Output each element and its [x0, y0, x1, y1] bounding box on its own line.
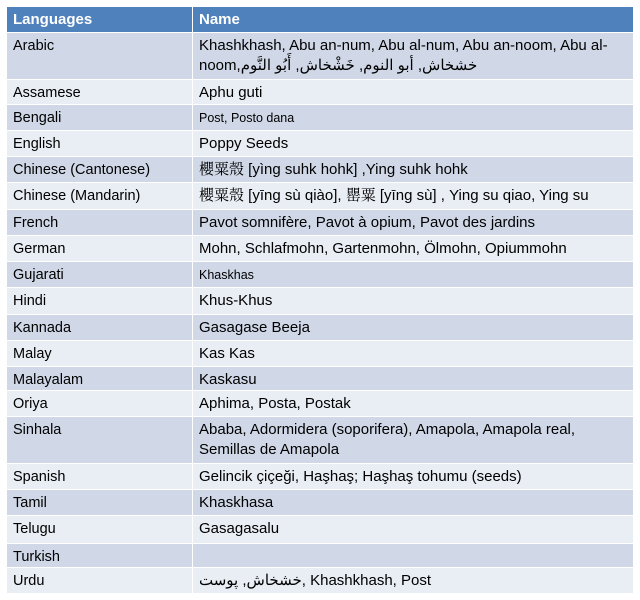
name-cell: Poppy Seeds: [193, 131, 634, 157]
table-row: [7, 516, 634, 544]
name-cell: Gasagase Beeja: [193, 315, 634, 341]
name-cell: Khashkhash, Abu an-num, Abu al-num, Abu an-noom, Abu al-noom,خشخاش, أبو النوم, خَشْخاش, أَبُو النَّوم: [193, 33, 634, 80]
name-cell: Khaskhas: [193, 262, 634, 288]
language-cell: Kannada: [7, 315, 193, 341]
name-cell: Aphima, Posta, Postak: [193, 391, 634, 417]
table-row: [7, 131, 634, 157]
table-row: [7, 367, 634, 391]
language-cell: German: [7, 236, 193, 262]
languages-table: [6, 6, 634, 594]
table-row: [7, 490, 634, 516]
language-cell: Sinhala: [7, 417, 193, 464]
table-row: [7, 391, 634, 417]
name-cell: Pavot somnifère, Pavot à opium, Pavot des jardins: [193, 210, 634, 236]
header-name: Name: [193, 7, 634, 33]
name-cell: Post, Posto dana: [193, 105, 634, 131]
table-row: [7, 341, 634, 367]
table-row: [7, 80, 634, 105]
table-row: [7, 464, 634, 490]
name-cell: Mohn, Schlafmohn, Gartenmohn, Ölmohn, Opiummohn: [193, 236, 634, 262]
name-cell: Aphu guti: [193, 80, 634, 105]
name-cell: 櫻粟殼 [yīng sù qiào], 罌粟 [yīng sù] , Ying su qiao, Ying su: [193, 183, 634, 210]
name-cell: Kas Kas: [193, 341, 634, 367]
table-row: [7, 210, 634, 236]
language-cell: Spanish: [7, 464, 193, 490]
name-cell: Gelincik çiçeği, Haşhaş; Haşhaş tohumu (seeds): [193, 464, 634, 490]
name-cell: Ababa, Adormidera (soporifera), Amapola, Amapola real, Semillas de Amapola: [193, 417, 634, 464]
language-cell: Oriya: [7, 391, 193, 417]
language-cell: Assamese: [7, 80, 193, 105]
table-row: [7, 157, 634, 183]
language-cell: Urdu: [7, 568, 193, 594]
table-header-row: [7, 7, 634, 33]
table-row: [7, 105, 634, 131]
header-languages: Languages: [7, 7, 193, 33]
table-row: [7, 262, 634, 288]
table-row: [7, 288, 634, 315]
language-cell: English: [7, 131, 193, 157]
language-cell: French: [7, 210, 193, 236]
name-cell: Khus-Khus: [193, 288, 634, 315]
language-cell: Malay: [7, 341, 193, 367]
language-cell: Telugu: [7, 516, 193, 544]
language-cell: Turkish: [7, 544, 193, 568]
language-cell: Malayalam: [7, 367, 193, 391]
name-cell: Kaskasu: [193, 367, 634, 391]
language-cell: Chinese (Cantonese): [7, 157, 193, 183]
table-row: [7, 544, 634, 568]
language-cell: Bengali: [7, 105, 193, 131]
table-row: [7, 236, 634, 262]
name-cell: 櫻粟殼 [yìng suhk hohk] ,Ying suhk hohk: [193, 157, 634, 183]
language-cell: Gujarati: [7, 262, 193, 288]
language-cell: Hindi: [7, 288, 193, 315]
name-cell: [193, 544, 634, 568]
table-row: [7, 33, 634, 80]
table-row: [7, 183, 634, 210]
name-cell: Khaskhasa: [193, 490, 634, 516]
language-cell: Chinese (Mandarin): [7, 183, 193, 210]
name-cell: Gasagasalu: [193, 516, 634, 544]
table-row: [7, 568, 634, 594]
language-cell: Tamil: [7, 490, 193, 516]
table-row: [7, 315, 634, 341]
language-cell: Arabic: [7, 33, 193, 80]
table-row: [7, 417, 634, 464]
name-cell: خشخاش, پوست, Khashkhash, Post: [193, 568, 634, 594]
